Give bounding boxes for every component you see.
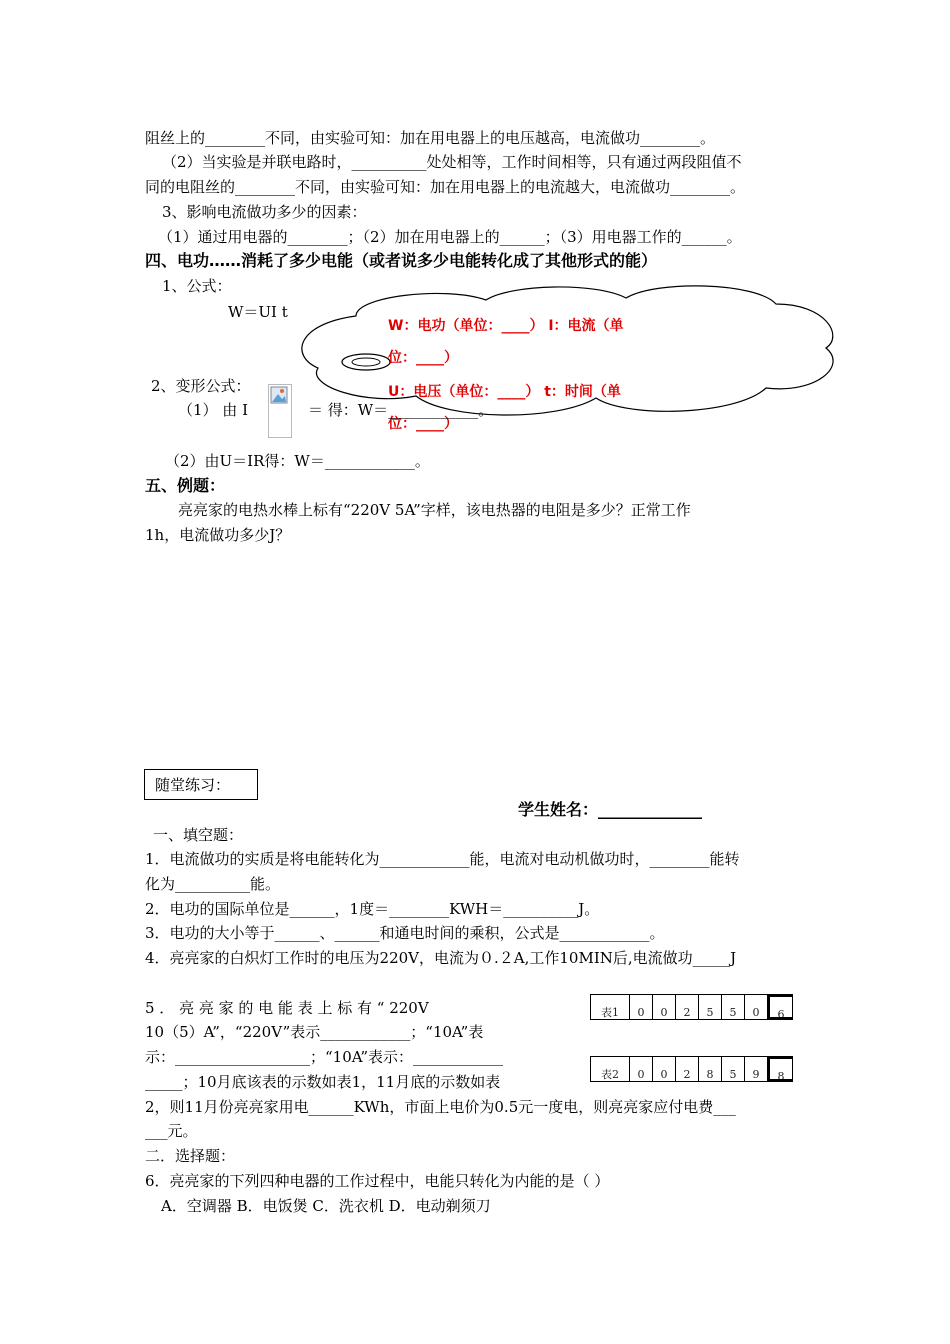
cloud-text: 位：____）	[388, 350, 458, 366]
meter-table-2	[590, 1056, 793, 1082]
question: 10（5）A”，“220V”表示____________；“10A”表	[145, 1023, 484, 1041]
text-line: （2）当实验是并联电路时，__________处处相等，工作时间相等，只有通过两段阻值不	[162, 153, 742, 171]
text-line: 1h，电流做功多少J？	[145, 526, 291, 544]
meter-table-1	[590, 994, 793, 1020]
text-line: 2、变形公式：	[151, 377, 251, 395]
meter-digit: 0	[653, 1057, 676, 1081]
question: _____；10月底该表的示数如表1，11月底的示数如表	[145, 1073, 501, 1091]
question: 1．电流做功的实质是将电能转化为____________能，电流对电动机做功时，________能转	[145, 850, 740, 868]
meter-label: 表2	[591, 1057, 630, 1081]
question: 5 ． 亮 亮 家 的 电 能 表 上 标 有 “ 220V	[145, 999, 429, 1017]
text-line: 同的电阻丝的________不同，由实验可知：加在用电器上的电流越大，电流做功________。	[145, 178, 746, 196]
meter-digit: 8	[768, 1057, 792, 1081]
question: 化为__________能。	[145, 875, 281, 893]
meter-digit: 5	[722, 995, 745, 1019]
cloud-text: 位：____）	[388, 416, 458, 432]
meter-digit: 0	[630, 1057, 653, 1081]
cloud-text: U：电压（单位：____） t：时间（单	[388, 384, 621, 400]
question: 2．电功的国际单位是______，1度＝________KWH＝__________J。	[145, 900, 600, 918]
answer-options: A．空调器 B．电饭煲 C．洗衣机 D．电动剃须刀	[161, 1197, 491, 1215]
meter-digit: 0	[745, 995, 768, 1019]
question: 3．电功的大小等于______、______和通电时间的乘积，公式是____________。	[145, 924, 665, 942]
meter-digit: 5	[699, 995, 722, 1019]
cloud-text: W：电功（单位：____） I：电流（单	[388, 318, 624, 334]
formula: W＝UI t	[228, 303, 288, 321]
meter-label: 表1	[591, 995, 630, 1019]
meter-digit: 8	[699, 1057, 722, 1081]
text-line: 二．选择题：	[145, 1147, 236, 1165]
practice-title-box: 随堂练习：	[144, 769, 258, 800]
text-line: （2）由U＝IR得：W＝____________。	[165, 452, 430, 470]
text-line: （1）通过用电器的________；（2）加在用电器上的______；（3）用电器工作的______。	[158, 228, 742, 246]
meter-digit: 2	[676, 995, 699, 1019]
broken-image-icon	[268, 384, 292, 438]
text-line: 1、公式：	[162, 277, 232, 295]
meter-digit: 2	[676, 1057, 699, 1081]
student-name-field: 学生姓名：_____________	[518, 800, 703, 819]
meter-digit: 0	[630, 995, 653, 1019]
text-line: （1） 由 I	[178, 401, 249, 419]
meter-digit: 6	[768, 995, 792, 1019]
question: 4．亮亮家的白炽灯工作时的电压为220V，电流为０.２A,工作10MIN后,电流做功_____J	[145, 949, 737, 967]
text-line: 亮亮家的电热水棒上标有“220V 5A”字样，该电热器的电阻是多少？正常工作	[178, 501, 691, 519]
text-line: 一、填空题：	[153, 826, 244, 844]
question: 示：__________________；“10A”表示：____________	[145, 1048, 504, 1066]
question: ___元。	[145, 1122, 198, 1140]
question: 6．亮亮家的下列四种电器的工作过程中，电能只转化为内能的是（ ）	[145, 1172, 610, 1190]
text-line: ＝ 得：W＝____________。	[308, 401, 494, 419]
meter-digit: 5	[722, 1057, 745, 1081]
meter-digit: 0	[653, 995, 676, 1019]
section-heading: 五、例题：	[145, 476, 226, 495]
text-line: 阻丝上的________不同，由实验可知：加在用电器上的电压越高，电流做功________。	[145, 129, 716, 147]
meter-digit: 9	[745, 1057, 768, 1081]
section-heading: 四、电功……消耗了多少电能（或者说多少电能转化成了其他形式的能）	[145, 251, 658, 270]
text-line: 3、影响电流做功多少的因素：	[162, 203, 367, 221]
question: 2，则11月份亮亮家用电______KWh，市面上电价为0.5元一度电，则亮亮家应付电费___	[145, 1098, 736, 1116]
